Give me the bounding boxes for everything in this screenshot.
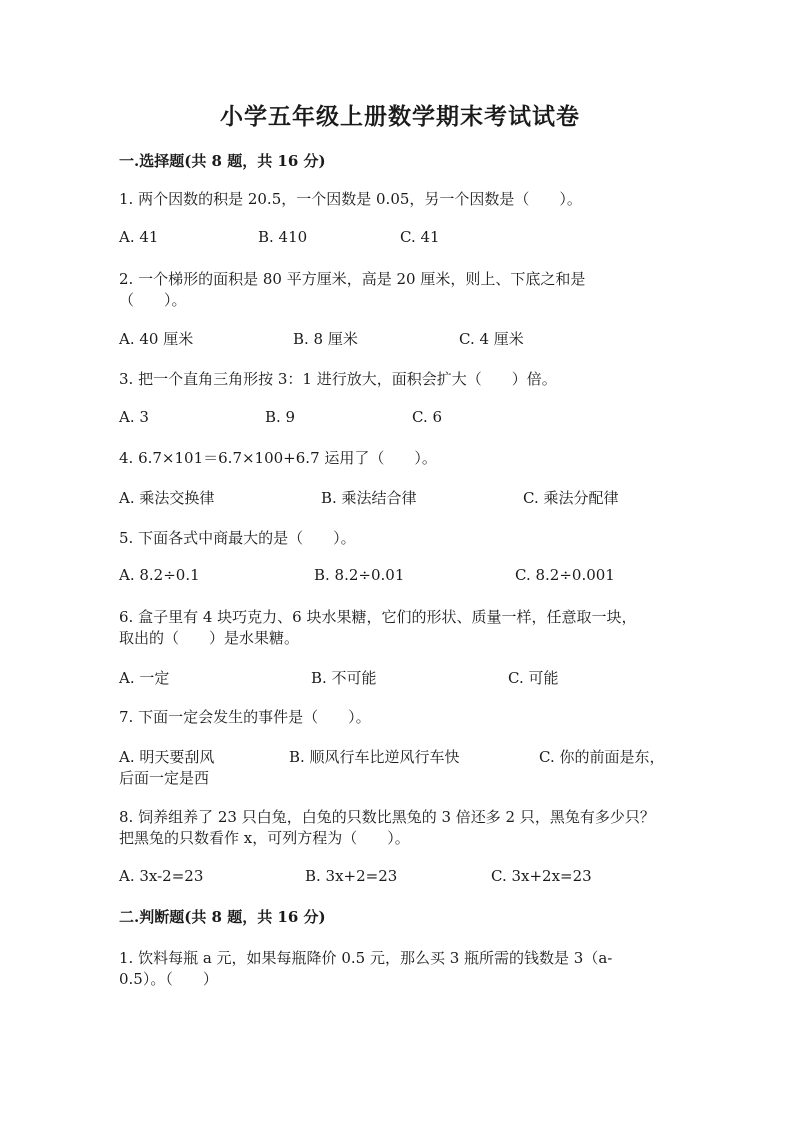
option-b: B. 8 厘米 [293,330,358,348]
section-heading-judgment: 二.判断题(共 8 题，共 16 分) [119,908,326,926]
option-c: C. 41 [400,228,440,246]
option-c: C. 6 [412,408,443,426]
option-a: A. 乘法交换律 [119,489,215,507]
page-title: 小学五年级上册数学期末考试试卷 [220,103,580,130]
question-text-continuation: 把黑兔的只数看作 x，可列方程为（ ）。 [119,829,410,847]
option-c: C. 乘法分配律 [523,489,619,507]
option-a: A. 一定 [119,669,170,687]
option-c: C. 可能 [508,669,559,687]
question-text: 1. 饮料每瓶 a 元，如果每瓶降价 0.5 元，那么买 3 瓶所需的钱数是 3（a- [119,949,613,967]
option-c: C. 4 厘米 [459,330,524,348]
question-text: 3. 把一个直角三角形按 3：1 进行放大，面积会扩大（ ）倍。 [119,370,557,388]
question-text-continuation: 0.5）。（ ） [119,970,218,988]
question-text: 2. 一个梯形的面积是 80 平方厘米，高是 20 厘米，则上、下底之和是 [119,270,586,288]
option-a: A. 3x-2=23 [119,867,204,885]
question-text: 6. 盒子里有 4 块巧克力、6 块水果糖，它们的形状、质量一样，任意取一块， [119,608,637,626]
option-b: B. 8.2÷0.01 [314,566,405,584]
question-text: 5. 下面各式中商最大的是（ ）。 [119,529,356,547]
option-b: B. 410 [258,228,308,246]
question-text: 1. 两个因数的积是 20.5，一个因数是 0.05，另一个因数是（ ）。 [119,190,582,208]
option-b: B. 3x+2=23 [305,867,398,885]
option-a: A. 41 [119,228,159,246]
option-a: A. 8.2÷0.1 [119,566,200,584]
option-c: C. 3x+2x=23 [491,867,592,885]
option-b: B. 不可能 [311,669,377,687]
question-text-continuation: （ ）。 [119,291,187,309]
option-continuation: 后面一定是西 [119,769,210,787]
option-b: B. 9 [265,408,296,426]
option-a: A. 40 厘米 [119,330,194,348]
option-c: C. 你的前面是东， [539,748,665,766]
section-heading-choice: 一.选择题(共 8 题，共 16 分) [119,152,326,170]
question-text: 8. 饲养组养了 23 只白兔，白兔的只数比黑兔的 3 倍还多 2 只，黑兔有多少只？ [119,808,655,826]
question-text-continuation: 取出的（ ）是水果糖。 [119,629,300,647]
option-b: B. 顺风行车比逆风行车快 [289,748,460,766]
option-c: C. 8.2÷0.001 [515,566,615,584]
option-b: B. 乘法结合律 [321,489,417,507]
option-a: A. 3 [119,408,149,426]
option-a: A. 明天要刮风 [119,748,215,766]
question-text: 7. 下面一定会发生的事件是（ ）。 [119,708,371,726]
question-text: 4. 6.7×101＝6.7×100+6.7 运用了（ ）。 [119,449,437,467]
